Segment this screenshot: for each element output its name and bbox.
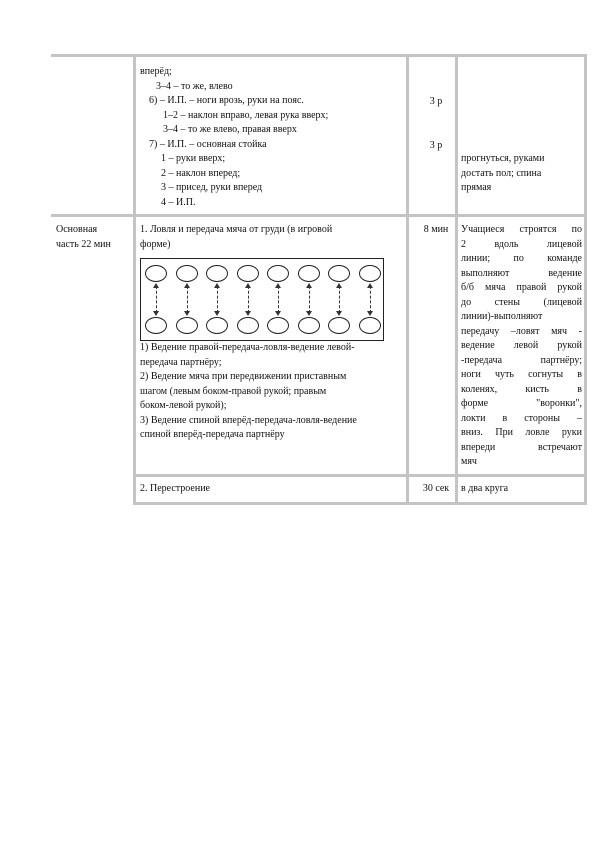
exercise-line: 2 – наклон вперед;: [161, 167, 241, 179]
player-bottom-icon: [267, 317, 289, 334]
player-bottom-icon: [145, 317, 167, 334]
pass-arrow-icon: [339, 286, 341, 313]
note-line: до стены (лицевой: [461, 296, 582, 308]
note-line: прогнуться, руками: [461, 153, 545, 164]
variant-line: передача партнёру;: [140, 356, 222, 368]
player-bottom-icon: [298, 317, 320, 334]
exercise-line: вперёд;: [140, 66, 172, 77]
exercise-variants: [140, 341, 406, 443]
dosage-cell: 3 р: [429, 140, 443, 151]
player-top-icon: [145, 265, 167, 282]
variant-line: спиной вперёд-передача партнёру: [140, 429, 285, 440]
column-divider: [455, 54, 458, 505]
note-line: вниз. При ловле руки: [461, 427, 582, 438]
note-line: ноги чуть согнуты в: [461, 369, 582, 380]
pass-arrow-icon: [309, 286, 311, 313]
player-top-icon: [359, 265, 381, 282]
row-divider: [133, 474, 587, 477]
note-line: выполняют ведение: [461, 267, 582, 279]
column-divider: [584, 54, 587, 505]
pass-arrow-icon: [248, 286, 250, 313]
variant-line: шагом (левым боком-правой рукой; правым: [140, 385, 327, 397]
pass-arrow-icon: [156, 286, 158, 313]
note-line: локти в стороны –: [461, 412, 582, 424]
note-line: мяч: [461, 456, 477, 467]
exercise-line: 3 – присед, руки вперед: [161, 182, 263, 193]
title-line: форме): [140, 238, 171, 250]
note-line: впереди встречают: [461, 441, 582, 453]
dosage-cell: 3 р: [429, 96, 443, 107]
note-line: достать пол; спина: [461, 167, 542, 179]
dosage-cell: 30 сек: [422, 483, 450, 494]
player-top-icon: [298, 265, 320, 282]
pass-arrow-icon: [217, 286, 219, 313]
player-top-icon: [328, 265, 350, 282]
title-line: 1. Ловля и передача мяча от груди (в игровой: [140, 224, 333, 235]
exercise-line: 4 – И.П.: [161, 196, 196, 208]
note-line: форме "воронки",: [461, 398, 582, 409]
notes-cell: [461, 152, 582, 196]
part-line: Основная: [56, 224, 98, 235]
row-divider: [51, 54, 587, 57]
player-top-icon: [176, 265, 198, 282]
pass-arrow-icon: [278, 286, 280, 313]
exercise-line: 3–4 – то же влево, правая вверх: [163, 124, 297, 135]
dosage-cell: 8 мин: [423, 224, 449, 235]
player-top-icon: [206, 265, 228, 282]
row-divider: [133, 502, 587, 505]
passing-formation-diagram: [140, 258, 384, 341]
column-divider: [133, 54, 136, 505]
player-bottom-icon: [359, 317, 381, 334]
exercise-line: 1 – руки вверх;: [161, 153, 226, 164]
note-line: 2 вдоль лицевой: [461, 238, 582, 250]
note-line: коленях, кисть в: [461, 383, 582, 395]
note-line: передачу –ловят мяч -: [461, 325, 582, 337]
note-line: Учащиеся строятся по: [461, 224, 582, 235]
notes-cell: [461, 223, 582, 470]
variant-line: 2) Ведение мяча при передвижении приставным: [140, 371, 347, 382]
note-line: б/б мяча правой рукой: [461, 282, 582, 293]
note-line: линии)-выполняют: [461, 311, 543, 322]
note-line: прямая: [461, 182, 492, 193]
note-line: ведение левой рукой: [461, 340, 582, 351]
variant-line: боком-левой рукой);: [140, 400, 227, 411]
exercise-title: [140, 223, 404, 252]
player-bottom-icon: [237, 317, 259, 334]
column-divider: [406, 54, 409, 505]
exercise-title: 2. Перестроение: [140, 483, 210, 494]
exercise-line: 3–4 – то же, влево: [156, 80, 233, 92]
player-bottom-icon: [328, 317, 350, 334]
pass-arrow-icon: [370, 286, 372, 313]
note-line: линии; по команде: [461, 253, 582, 264]
variant-line: 3) Ведение спиной вперёд-передача-ловля-ведение: [140, 414, 357, 426]
lesson-plan-table: [51, 54, 587, 505]
pass-arrow-icon: [187, 286, 189, 313]
player-bottom-icon: [176, 317, 198, 334]
variant-line: 1) Ведение правой-передача-ловля-ведение левой-: [140, 342, 355, 353]
exercise-line: 7) – И.П. – основная стойка: [149, 138, 267, 150]
notes-cell: в два круга: [461, 483, 509, 494]
exercise-line: 6) – И.П. – ноги врозь, руки на пояс.: [149, 95, 304, 106]
lesson-part-cell: [56, 223, 131, 252]
exercise-line: 1–2 – наклон вправо, левая рука вверх;: [163, 109, 329, 121]
player-bottom-icon: [206, 317, 228, 334]
part-line: часть 22 мин: [56, 238, 111, 250]
note-line: -передача партнёру;: [461, 354, 582, 366]
player-top-icon: [267, 265, 289, 282]
player-top-icon: [237, 265, 259, 282]
row-divider: [51, 214, 587, 217]
